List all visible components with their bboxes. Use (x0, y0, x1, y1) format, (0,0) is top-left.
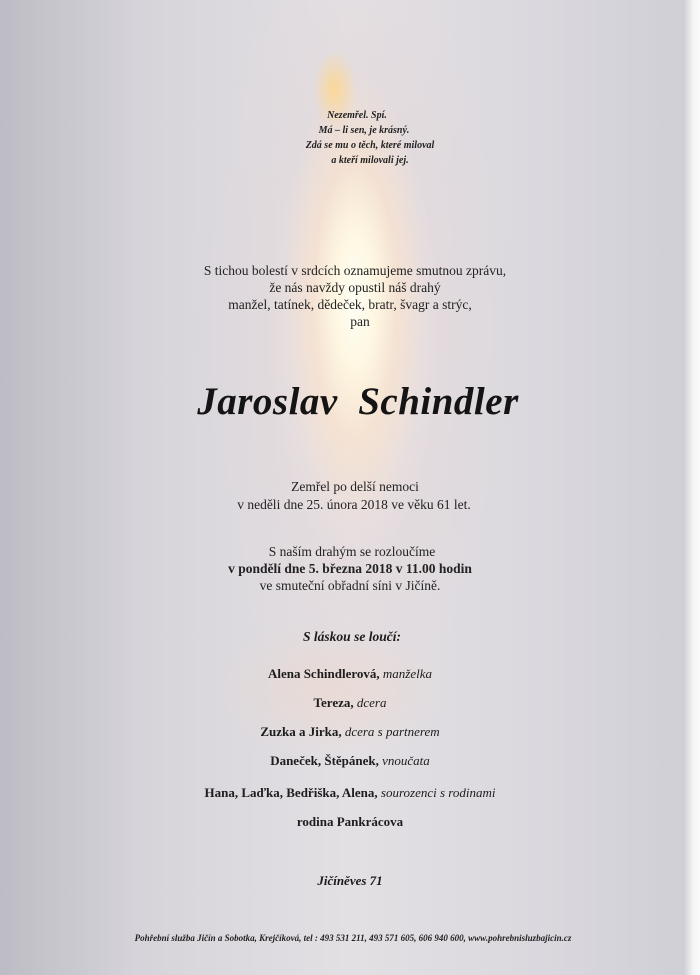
death-notice (0, 478, 700, 514)
mourner-name: Alena Schindlerová, (267, 666, 380, 681)
announcement-line: že nás navždy opustil náš drahý (269, 280, 441, 295)
poem-line: Má – li sen, je krásný. (318, 125, 410, 136)
mourners-title: S láskou se loučí: (303, 629, 401, 644)
announcement-line: S tichou bolestí v srdcích oznamujeme smutnou zprávu, (203, 263, 507, 278)
mourner-row (0, 723, 700, 741)
funeral-service-footer: Pohřební služba Jičín a Sobotka, Krejčíková, tel : 493 531 211, 493 571 605, 606 940 600, www.pohrebnisluzbajicin.cz (134, 933, 572, 943)
mourner-row (0, 752, 700, 770)
mourner-name: Tereza, (313, 695, 354, 710)
mourner-name: Zuzka a Jirka, (260, 724, 342, 739)
funeral-place: ve smuteční obřadní síni v Jičíně. (259, 578, 441, 593)
mourner-relation: sourozenci s rodinami (380, 785, 496, 800)
mourner-row (0, 665, 700, 683)
death-line: Zemřel po delší nemoci (291, 479, 419, 494)
announcement-line: manžel, tatínek, dědeček, bratr, švagr a strýc, (228, 297, 472, 312)
poem-line: Zdá se mu o těch, které miloval (305, 140, 435, 151)
death-line: v neděli dne 25. února 2018 ve věku 61 let. (237, 497, 471, 512)
mourner-name: rodina Pankrácova (296, 814, 404, 829)
announcement (0, 262, 700, 330)
mourner-name: Daneček, Štěpánek, (270, 753, 379, 768)
poem-line: Nezemřel. Spí. (327, 110, 387, 121)
mourner-row (0, 784, 700, 802)
mourner-row (0, 694, 700, 712)
announcement-line: pan (350, 314, 370, 329)
mourner-relation: dcera (356, 695, 387, 710)
funeral-datetime: v pondělí dne 5. března 2018 v 11.00 hodin (228, 561, 472, 576)
deceased-name: Jaroslav Schindler (197, 380, 519, 423)
mourner-relation: vnoučata (382, 753, 430, 768)
mourner-relation: manželka (382, 666, 433, 681)
mourner-row (0, 813, 700, 831)
mourner-name: Hana, Laďka, Bedřiška, Alena, (204, 785, 378, 800)
poem (0, 108, 700, 168)
poem-line: a kteří milovali jej. (331, 155, 409, 166)
mourner-relation: dcera s partnerem (344, 724, 440, 739)
family-address: Jičíněves 71 (317, 873, 383, 888)
funeral-info (0, 543, 700, 594)
funeral-intro: S naším drahým se rozloučíme (268, 544, 436, 559)
